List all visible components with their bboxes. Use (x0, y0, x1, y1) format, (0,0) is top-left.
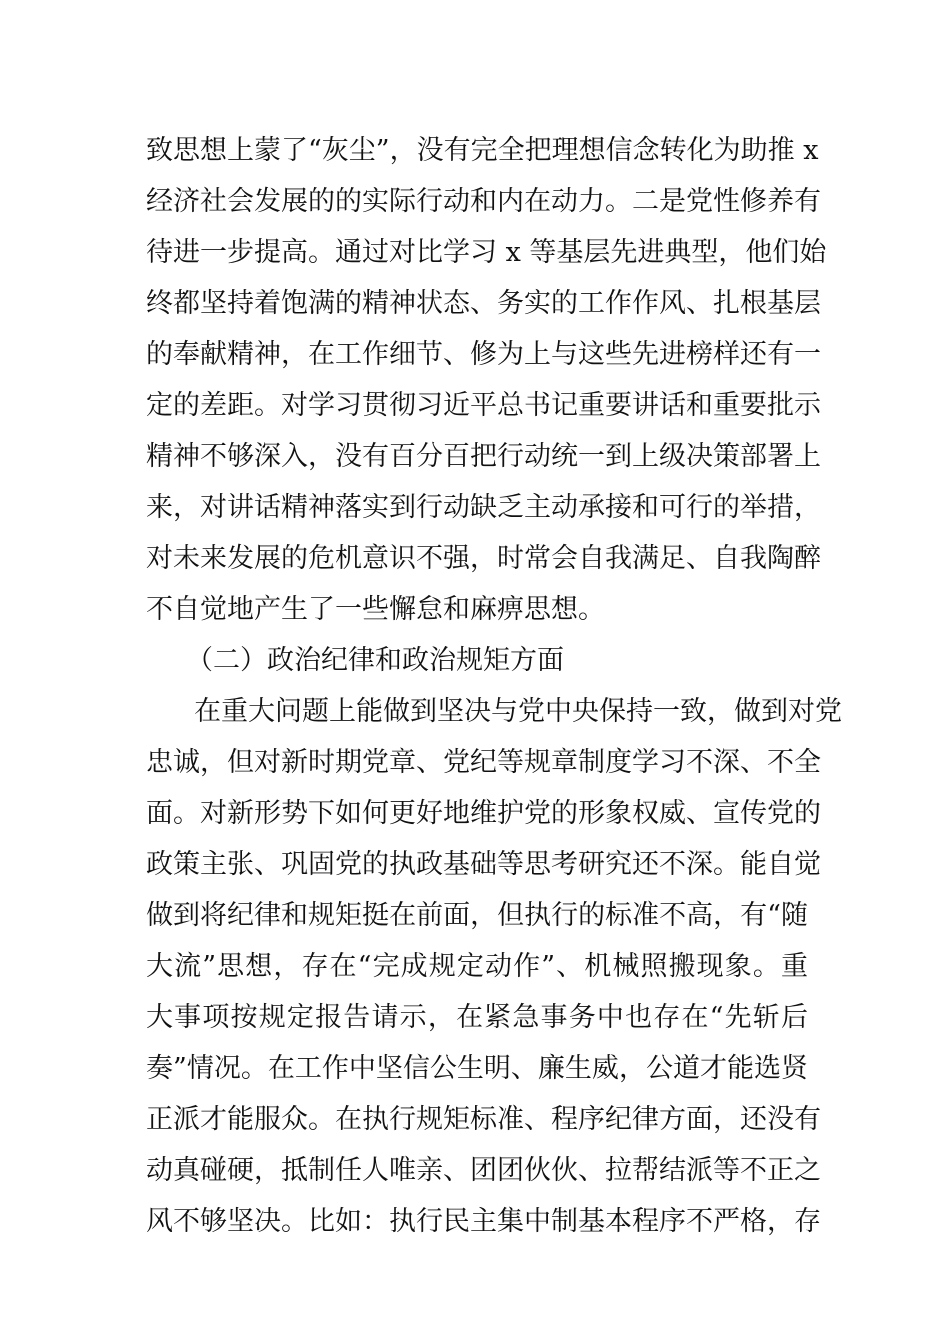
text-line: 不自觉地产生了一些懈怠和麻痹思想。 (146, 594, 605, 625)
text-line: 做到将纪律和规矩挺在前面，但执行的标准不高，有“随 (146, 900, 808, 931)
text-line: 面。对新形势下如何更好地维护党的形象权威、宣传党的 (146, 798, 821, 829)
section-heading: （二）政治纪律和政治规矩方面 (186, 645, 564, 676)
text-line: 大事项按规定报告请示，在紧急事务中也存在“先斩后 (146, 1002, 808, 1033)
text-line: 精神不够深入，没有百分百把行动统一到上级决策部署上 (146, 441, 821, 472)
text-line: 正派才能服众。在执行规矩标准、程序纪律方面，还没有 (146, 1104, 821, 1135)
text-line: 对未来发展的危机意识不强，时常会自我满足、自我陶醉 (146, 543, 821, 574)
text-line: 在重大问题上能做到坚决与党中央保持一致，做到对党 (194, 696, 842, 727)
text-line: 的奉献精神，在工作细节、修为上与这些先进榜样还有一 (146, 339, 821, 370)
text-line: 风不够坚决。比如：执行民主集中制基本程序不严格，存 (146, 1206, 821, 1237)
text-line: 定的差距。对学习贯彻习近平总书记重要讲话和重要批示 (146, 390, 821, 421)
text-line: 动真碰硬，抵制任人唯亲、团团伙伙、拉帮结派等不正之 (146, 1155, 821, 1186)
text-line: 奏”情况。在工作中坚信公生明、廉生威，公道才能选贤 (146, 1053, 808, 1084)
text-line: 大流”思想，存在“完成规定动作”、机械照搬现象。重 (146, 951, 808, 982)
text-line: 经济社会发展的的实际行动和内在动力。二是党性修养有 (146, 186, 821, 217)
paragraph-1 (146, 125, 827, 635)
text-line: 待进一步提高。通过对比学习 x 等基层先进典型，他们始 (146, 237, 827, 268)
document-body (146, 125, 842, 1247)
text-line: 来，对讲话精神落实到行动缺乏主动承接和可行的举措， (146, 492, 821, 523)
paragraph-2 (146, 686, 842, 1247)
text-line: 致思想上蒙了“灰尘”，没有完全把理想信念转化为助推 x (146, 135, 819, 166)
text-line: 终都坚持着饱满的精神状态、务实的工作作风、扎根基层 (146, 288, 821, 319)
text-line: 忠诚，但对新时期党章、党纪等规章制度学习不深、不全 (146, 747, 821, 778)
text-line: 政策主张、巩固党的执政基础等思考研究还不深。能自觉 (146, 849, 821, 880)
